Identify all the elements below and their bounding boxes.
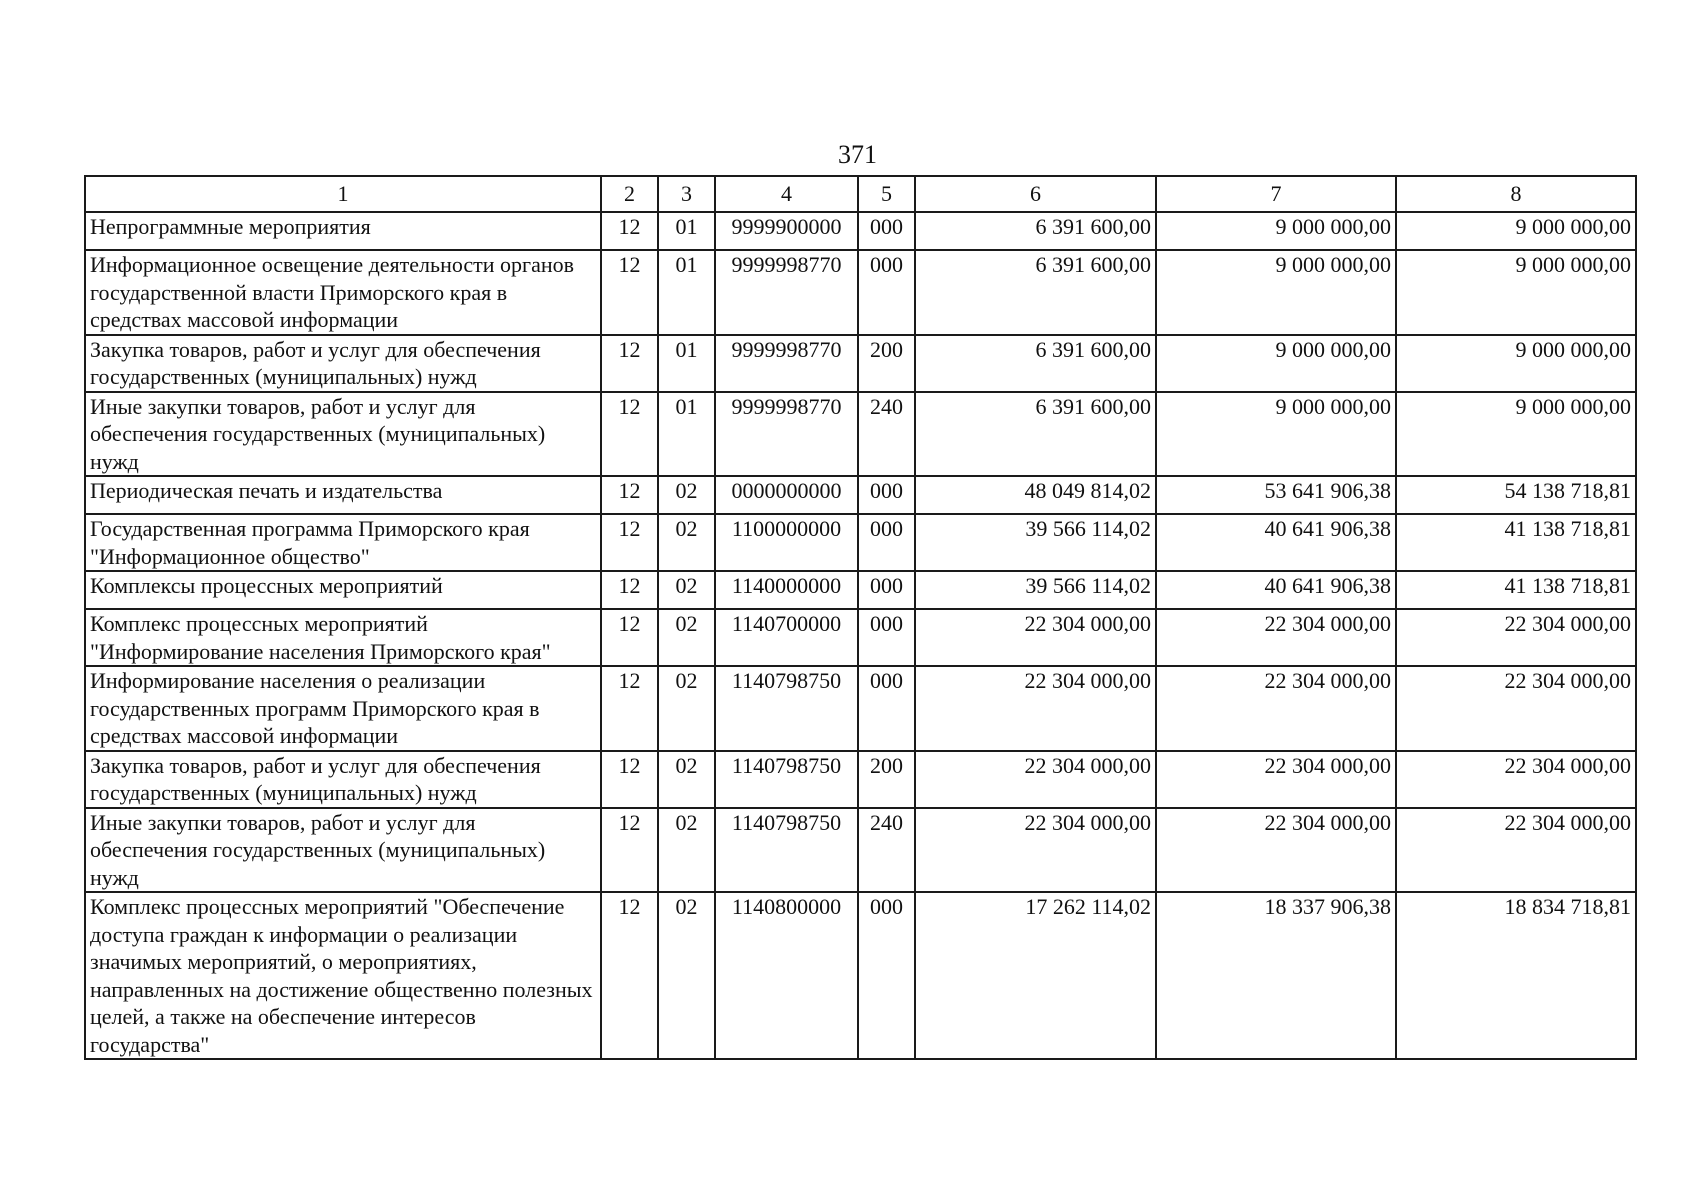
table-row xyxy=(85,751,1636,808)
row-amount-col8: 9 000 000,00 xyxy=(1396,212,1636,250)
row-expense-type-code: 240 xyxy=(858,808,915,893)
row-subsection-code: 02 xyxy=(658,892,715,1059)
row-amount-col8: 22 304 000,00 xyxy=(1396,666,1636,751)
row-subsection-code: 02 xyxy=(658,571,715,609)
row-section-code: 12 xyxy=(601,335,658,392)
table-row xyxy=(85,212,1636,250)
row-amount-col6: 6 391 600,00 xyxy=(915,212,1156,250)
row-expense-type-code: 000 xyxy=(858,514,915,571)
row-amount-col7: 9 000 000,00 xyxy=(1156,335,1396,392)
row-target-article-code: 0000000000 xyxy=(715,476,858,514)
row-expense-type-code: 000 xyxy=(858,250,915,335)
table-row xyxy=(85,392,1636,477)
table-row xyxy=(85,335,1636,392)
row-target-article-code: 1140700000 xyxy=(715,609,858,666)
table-row xyxy=(85,892,1636,1059)
page-number: 371 xyxy=(838,140,877,169)
row-target-article-code: 9999998770 xyxy=(715,392,858,477)
row-section-code: 12 xyxy=(601,476,658,514)
column-header-5: 5 xyxy=(858,176,915,212)
row-target-article-code: 1140798750 xyxy=(715,751,858,808)
row-name: Информационное освещение деятельности органов государственной власти Приморского края в средствах массовой информации xyxy=(85,250,601,335)
table-row xyxy=(85,476,1636,514)
row-subsection-code: 01 xyxy=(658,392,715,477)
row-expense-type-code: 200 xyxy=(858,335,915,392)
row-section-code: 12 xyxy=(601,892,658,1059)
row-amount-col6: 22 304 000,00 xyxy=(915,808,1156,893)
row-amount-col6: 39 566 114,02 xyxy=(915,571,1156,609)
row-target-article-code: 1140798750 xyxy=(715,666,858,751)
row-section-code: 12 xyxy=(601,250,658,335)
row-expense-type-code: 000 xyxy=(858,476,915,514)
row-amount-col6: 39 566 114,02 xyxy=(915,514,1156,571)
row-target-article-code: 9999998770 xyxy=(715,250,858,335)
column-header-4: 4 xyxy=(715,176,858,212)
table-row xyxy=(85,571,1636,609)
row-target-article-code: 1100000000 xyxy=(715,514,858,571)
row-section-code: 12 xyxy=(601,571,658,609)
row-target-article-code: 1140000000 xyxy=(715,571,858,609)
table-row xyxy=(85,250,1636,335)
row-amount-col8: 22 304 000,00 xyxy=(1396,609,1636,666)
row-amount-col7: 22 304 000,00 xyxy=(1156,666,1396,751)
row-section-code: 12 xyxy=(601,751,658,808)
row-expense-type-code: 240 xyxy=(858,392,915,477)
row-amount-col8: 18 834 718,81 xyxy=(1396,892,1636,1059)
row-amount-col7: 18 337 906,38 xyxy=(1156,892,1396,1059)
row-section-code: 12 xyxy=(601,666,658,751)
row-amount-col8: 22 304 000,00 xyxy=(1396,808,1636,893)
row-subsection-code: 01 xyxy=(658,212,715,250)
budget-table xyxy=(84,175,1637,1060)
column-header-2: 2 xyxy=(601,176,658,212)
column-header-6: 6 xyxy=(915,176,1156,212)
row-amount-col8: 9 000 000,00 xyxy=(1396,392,1636,477)
row-expense-type-code: 000 xyxy=(858,212,915,250)
row-section-code: 12 xyxy=(601,212,658,250)
row-section-code: 12 xyxy=(601,808,658,893)
row-subsection-code: 01 xyxy=(658,335,715,392)
row-amount-col8: 9 000 000,00 xyxy=(1396,335,1636,392)
row-amount-col7: 22 304 000,00 xyxy=(1156,808,1396,893)
row-section-code: 12 xyxy=(601,514,658,571)
row-target-article-code: 9999998770 xyxy=(715,335,858,392)
row-amount-col6: 6 391 600,00 xyxy=(915,335,1156,392)
row-name: Комплекс процессных мероприятий "Обеспечение доступа граждан к информации о реализации значимых мероприятий, о мероприятиях, направленных на достижение общественно полезных целей, а также на обеспечение интересов государства" xyxy=(85,892,601,1059)
row-amount-col6: 6 391 600,00 xyxy=(915,392,1156,477)
row-subsection-code: 02 xyxy=(658,609,715,666)
table-row xyxy=(85,609,1636,666)
row-name: Иные закупки товаров, работ и услуг для обеспечения государственных (муниципальных) нужд xyxy=(85,392,601,477)
row-amount-col7: 22 304 000,00 xyxy=(1156,751,1396,808)
row-amount-col8: 22 304 000,00 xyxy=(1396,751,1636,808)
table-row xyxy=(85,666,1636,751)
row-expense-type-code: 200 xyxy=(858,751,915,808)
row-subsection-code: 02 xyxy=(658,808,715,893)
row-amount-col7: 40 641 906,38 xyxy=(1156,571,1396,609)
row-amount-col7: 53 641 906,38 xyxy=(1156,476,1396,514)
row-section-code: 12 xyxy=(601,609,658,666)
row-target-article-code: 9999900000 xyxy=(715,212,858,250)
row-amount-col6: 22 304 000,00 xyxy=(915,666,1156,751)
row-section-code: 12 xyxy=(601,392,658,477)
row-name: Периодическая печать и издательства xyxy=(85,476,601,514)
row-subsection-code: 02 xyxy=(658,666,715,751)
row-expense-type-code: 000 xyxy=(858,609,915,666)
row-expense-type-code: 000 xyxy=(858,571,915,609)
row-amount-col7: 40 641 906,38 xyxy=(1156,514,1396,571)
row-amount-col7: 9 000 000,00 xyxy=(1156,392,1396,477)
row-expense-type-code: 000 xyxy=(858,892,915,1059)
row-subsection-code: 01 xyxy=(658,250,715,335)
row-name: Закупка товаров, работ и услуг для обеспечения государственных (муниципальных) нужд xyxy=(85,335,601,392)
row-name: Закупка товаров, работ и услуг для обеспечения государственных (муниципальных) нужд xyxy=(85,751,601,808)
row-name: Комплекс процессных мероприятий "Информирование населения Приморского края" xyxy=(85,609,601,666)
header-row xyxy=(85,176,1636,212)
table-row xyxy=(85,514,1636,571)
row-amount-col8: 54 138 718,81 xyxy=(1396,476,1636,514)
row-name: Непрограммные мероприятия xyxy=(85,212,601,250)
row-amount-col6: 6 391 600,00 xyxy=(915,250,1156,335)
row-name: Государственная программа Приморского края "Информационное общество" xyxy=(85,514,601,571)
row-amount-col7: 9 000 000,00 xyxy=(1156,212,1396,250)
row-target-article-code: 1140798750 xyxy=(715,808,858,893)
column-header-1: 1 xyxy=(85,176,601,212)
row-amount-col8: 9 000 000,00 xyxy=(1396,250,1636,335)
row-subsection-code: 02 xyxy=(658,514,715,571)
column-header-3: 3 xyxy=(658,176,715,212)
row-amount-col7: 9 000 000,00 xyxy=(1156,250,1396,335)
row-name: Комплексы процессных мероприятий xyxy=(85,571,601,609)
row-amount-col6: 48 049 814,02 xyxy=(915,476,1156,514)
row-amount-col6: 22 304 000,00 xyxy=(915,751,1156,808)
row-name: Иные закупки товаров, работ и услуг для обеспечения государственных (муниципальных) нужд xyxy=(85,808,601,893)
row-target-article-code: 1140800000 xyxy=(715,892,858,1059)
row-amount-col8: 41 138 718,81 xyxy=(1396,514,1636,571)
table-row xyxy=(85,808,1636,893)
row-expense-type-code: 000 xyxy=(858,666,915,751)
row-name: Информирование населения о реализации государственных программ Приморского края в средствах массовой информации xyxy=(85,666,601,751)
row-amount-col7: 22 304 000,00 xyxy=(1156,609,1396,666)
row-amount-col6: 22 304 000,00 xyxy=(915,609,1156,666)
row-subsection-code: 02 xyxy=(658,476,715,514)
row-amount-col6: 17 262 114,02 xyxy=(915,892,1156,1059)
column-header-8: 8 xyxy=(1396,176,1636,212)
column-header-7: 7 xyxy=(1156,176,1396,212)
row-amount-col8: 41 138 718,81 xyxy=(1396,571,1636,609)
row-subsection-code: 02 xyxy=(658,751,715,808)
